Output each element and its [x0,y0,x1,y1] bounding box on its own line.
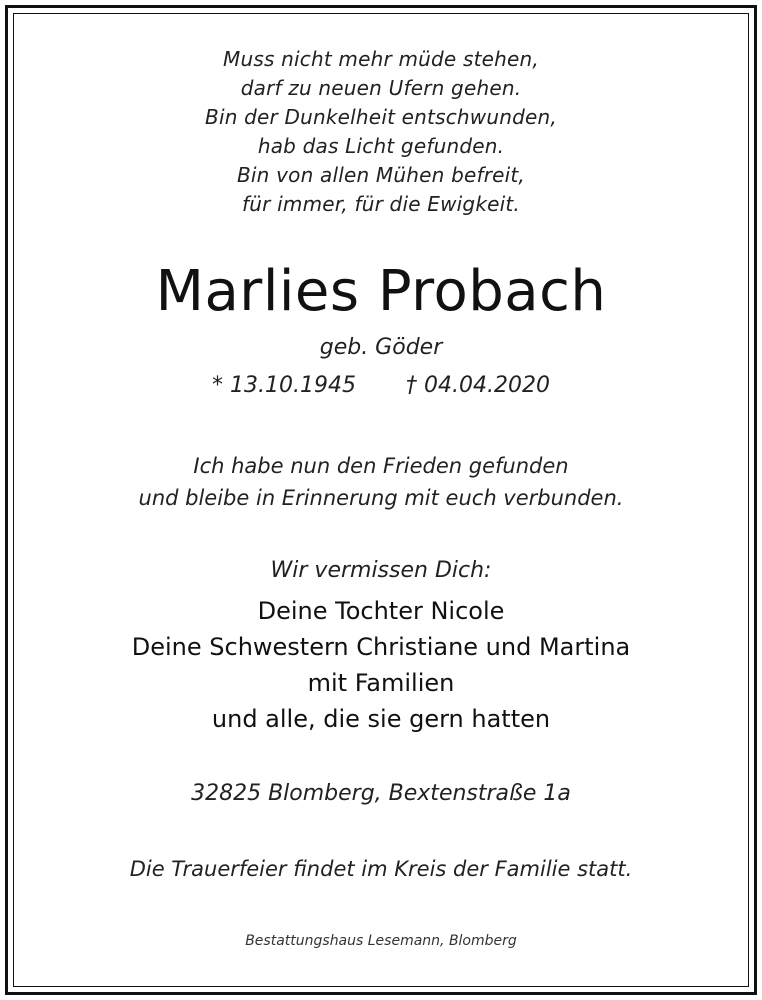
ceremony-note: Die Trauerfeier findet im Kreis der Familie statt. [129,857,633,881]
life-dates [0,373,762,398]
family-line: Deine Schwestern Christiane und Martina [131,633,631,661]
address: 32825 Blomberg, Bextenstraße 1a [191,781,571,806]
quote-line: Ich habe nun den Frieden gefunden [193,454,569,478]
family-line: Deine Tochter Nicole [257,597,505,625]
death-date: † 04.04.2020 [406,373,550,398]
poem-line: Muss nicht mehr müde stehen, [223,47,539,71]
maiden-name: geb. Göder [319,335,443,360]
poem-line: hab das Licht gefunden. [257,134,505,158]
undertaker: Bestattungshaus Lesemann, Blomberg [245,933,517,949]
quote-line: und bleibe in Erinnerung mit euch verbunden. [138,486,624,510]
poem-line: darf zu neuen Ufern gehen. [240,76,522,100]
family-line: mit Familien [307,669,455,697]
birth-date: * 13.10.1945 [212,373,356,398]
family-line: und alle, die sie gern hatten [211,705,551,733]
miss-line: Wir vermissen Dich: [270,558,492,583]
poem-line: Bin der Dunkelheit entschwunden, [205,105,557,129]
poem-line: Bin von allen Mühen befreit, [237,163,525,187]
deceased-name: Marlies Probach [155,259,607,324]
poem-line: für immer, für die Ewigkeit. [242,192,520,216]
